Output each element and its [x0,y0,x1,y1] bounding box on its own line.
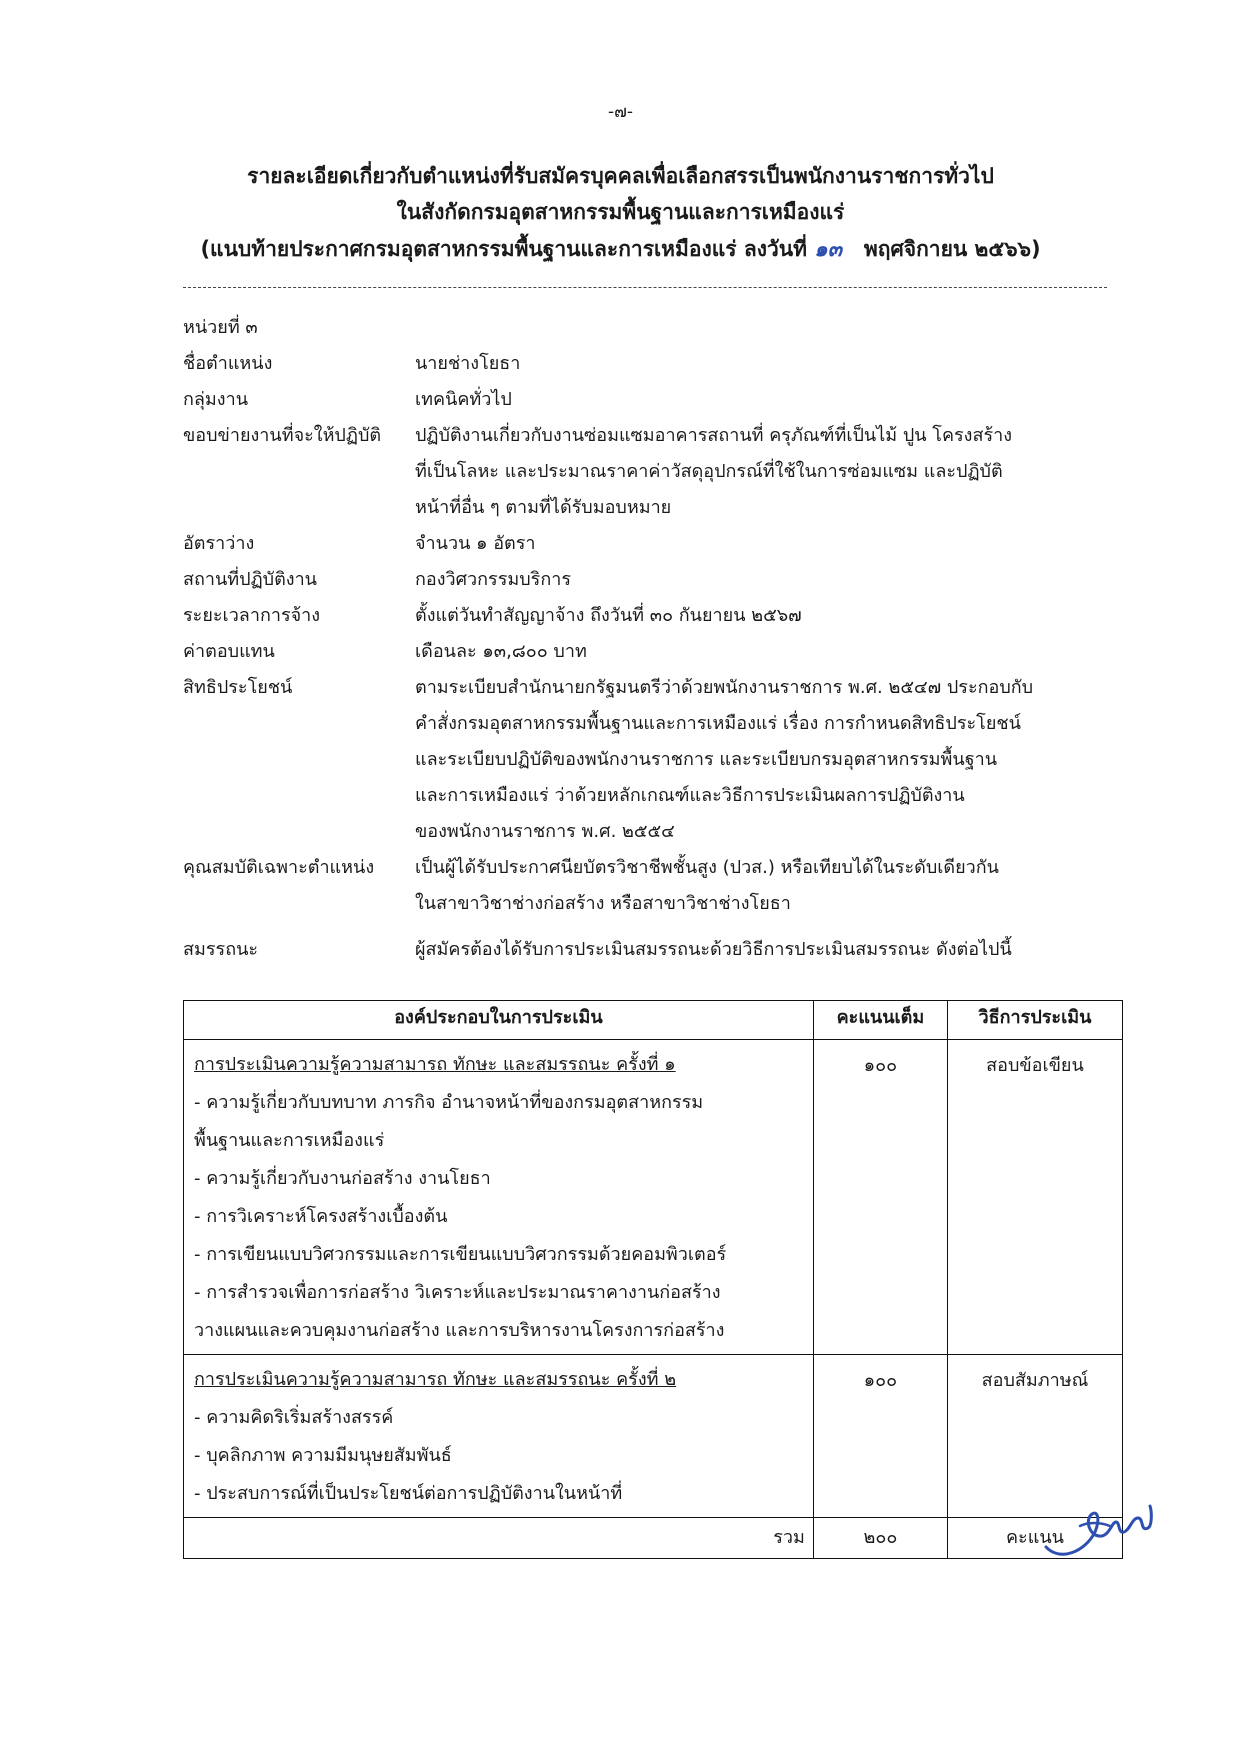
benefits-line: คำสั่งกรมอุตสาหกรรมพื้นฐานและการเหมืองแร่ เรื่อง การกำหนดสิทธิประโยชน์ [415,713,1021,734]
round2-title: การประเมินความรู้ความสามารถ ทักษะ และสมรรถนะ ครั้งที่ ๒ [194,1369,677,1390]
header-score: คะแนนเต็ม [813,1001,947,1040]
header-title-line3 [0,233,1241,266]
round1-components [184,1040,814,1355]
round1-score: ๑๐๐ [813,1040,947,1355]
qualification-label: คุณสมบัติเฉพาะตำแหน่ง [183,857,375,878]
competency-value: ผู้สมัครต้องได้รับการประเมินสมรรถนะด้วยวิธีการประเมินสมรรถนะ ดังต่อไปนี้ [415,939,1012,960]
round1-item: - ความรู้เกี่ยวกับงานก่อสร้าง งานโยธา [194,1168,491,1189]
total-unit: คะแนน [947,1518,1122,1559]
qualification-line: เป็นผู้ได้รับประกาศนียบัตรวิชาชีพชั้นสูง (ปวส.) หรือเทียบได้ในระดับเดียวกัน [415,857,999,878]
position-label: ชื่อตำแหน่ง [183,353,273,374]
round2-item: - ความคิดริเริ่มสร้างสรรค์ [194,1407,394,1428]
competency-label: สมรรถนะ [183,939,259,960]
header-line3-prefix: (แนบท้ายประกาศกรมอุตสาหกรรมพื้นฐานและการเหมืองแร่ ลงวันที่ [200,237,807,261]
round2-item: - ประสบการณ์ที่เป็นประโยชน์ต่อการปฏิบัติงานในหน้าที่ [194,1483,623,1504]
table-row [184,1040,1123,1355]
location-label: สถานที่ปฏิบัติงาน [183,569,317,590]
round1-item: - การวิเคราะห์โครงสร้างเบื้องต้น [194,1206,448,1227]
header-component: องค์ประกอบในการประเมิน [184,1001,814,1040]
scope-line: หน้าที่อื่น ๆ ตามที่ได้รับมอบหมาย [415,497,672,518]
total-label: รวม [184,1518,814,1559]
row-location [183,562,1128,598]
table-row [184,1355,1123,1518]
period-label: ระยะเวลาการจ้าง [183,605,321,626]
round2-components [184,1355,814,1518]
group-value: เทคนิคทั่วไป [415,389,512,410]
round1-item: พื้นฐานและการเหมืองแร่ [194,1130,385,1151]
header-title-line2: ในสังกัดกรมอุตสาหกรรมพื้นฐานและการเหมืองแร่ [396,200,845,224]
benefits-line: ของพนักงานราชการ พ.ศ. ๒๕๕๔ [415,821,675,842]
page-number: -๗- [607,102,634,122]
benefits-line: และระเบียบปฏิบัติของพนักงานราชการ และระเบียบกรมอุตสาหกรรมพื้นฐาน [415,749,998,770]
total-score: ๒๐๐ [813,1518,947,1559]
vacancy-value: จำนวน ๑ อัตรา [415,533,536,554]
round1-item: - ความรู้เกี่ยวกับบทบาท ภารกิจ อำนาจหน้าที่ของกรมอุตสาหกรรม [194,1092,704,1113]
position-value: นายช่างโยธา [415,353,521,374]
scope-line: ปฏิบัติงานเกี่ยวกับงานซ่อมแซมอาคารสถานที่ ครุภัณฑ์ที่เป็นไม้ ปูน โครงสร้าง [415,425,1013,446]
round2-score: ๑๐๐ [813,1355,947,1518]
benefits-label: สิทธิประโยชน์ [183,677,293,698]
total-row [184,1518,1123,1559]
handwritten-signature-icon [1040,1492,1160,1562]
unit-label: หน่วยที่ ๓ [183,317,258,338]
row-group [183,382,1128,418]
benefits-line: และการเหมืองแร่ ว่าด้วยหลักเกณฑ์และวิธีการประเมินผลการปฏิบัติงาน [415,785,965,806]
benefits-line: ตามระเบียบสำนักนายกรัฐมนตรีว่าด้วยพนักงานราชการ พ.ศ. ๒๕๔๗ ประกอบกับ [415,677,1034,698]
row-benefits [183,670,1128,850]
scope-line: ที่เป็นโลหะ และประมาณราคาค่าวัสดุอุปกรณ์ที่ใช้ในการซ่อมแซม และปฏิบัติ [415,461,1003,482]
header-title-line1: รายละเอียดเกี่ยวกับตำแหน่งที่รับสมัครบุคคลเพื่อเลือกสรรเป็นพนักงานราชการทั่วไป [247,164,994,188]
round1-title: การประเมินความรู้ความสามารถ ทักษะ และสมรรถนะ ครั้งที่ ๑ [194,1054,676,1075]
scope-label: ขอบข่ายงานที่จะให้ปฏิบัติ [183,425,382,446]
row-competency [183,932,1128,968]
round1-method: สอบข้อเขียน [947,1040,1122,1355]
qualification-line: ในสาขาวิชาช่างก่อสร้าง หรือสาขาวิชาช่างโยธา [415,893,791,914]
location-value: กองวิศวกรรมบริการ [415,569,572,590]
salary-label: ค่าตอบแทน [183,641,275,662]
table-header-row [184,1001,1123,1040]
vacancy-label: อัตราว่าง [183,533,255,554]
salary-value: เดือนละ ๑๓,๘๐๐ บาท [415,641,587,662]
dashed-separator [183,287,1107,288]
header-line3-suffix: พฤศจิกายน ๒๕๖๖) [863,237,1041,261]
period-value: ตั้งแต่วันทำสัญญาจ้าง ถึงวันที่ ๓๐ กันยายน ๒๕๖๗ [415,605,802,626]
header-line3-day: ๑๓ [814,237,842,261]
qualification-value [415,850,1128,922]
round2-item: - บุคลิกภาพ ความมีมนุษยสัมพันธ์ [194,1445,452,1466]
round1-item: วางแผนและควบคุมงานก่อสร้าง และการบริหารงานโครงการก่อสร้าง [194,1320,725,1341]
row-qualification [183,850,1128,922]
row-salary [183,634,1128,670]
evaluation-table [183,1000,1123,1559]
row-position [183,346,1128,382]
round2-method: สอบสัมภาษณ์ [947,1355,1122,1518]
round1-item: - การสำรวจเพื่อการก่อสร้าง วิเคราะห์และประมาณราคางานก่อสร้าง [194,1282,721,1303]
round1-item: - การเขียนแบบวิศวกรรมและการเขียนแบบวิศวกรรมด้วยคอมพิวเตอร์ [194,1244,727,1265]
position-details [183,310,1128,968]
row-scope [183,418,1128,526]
scope-value [415,418,1128,526]
row-vacancy [183,526,1128,562]
benefits-value [415,670,1128,850]
group-label: กลุ่มงาน [183,389,248,410]
header-method: วิธีการประเมิน [947,1001,1122,1040]
row-period [183,598,1128,634]
